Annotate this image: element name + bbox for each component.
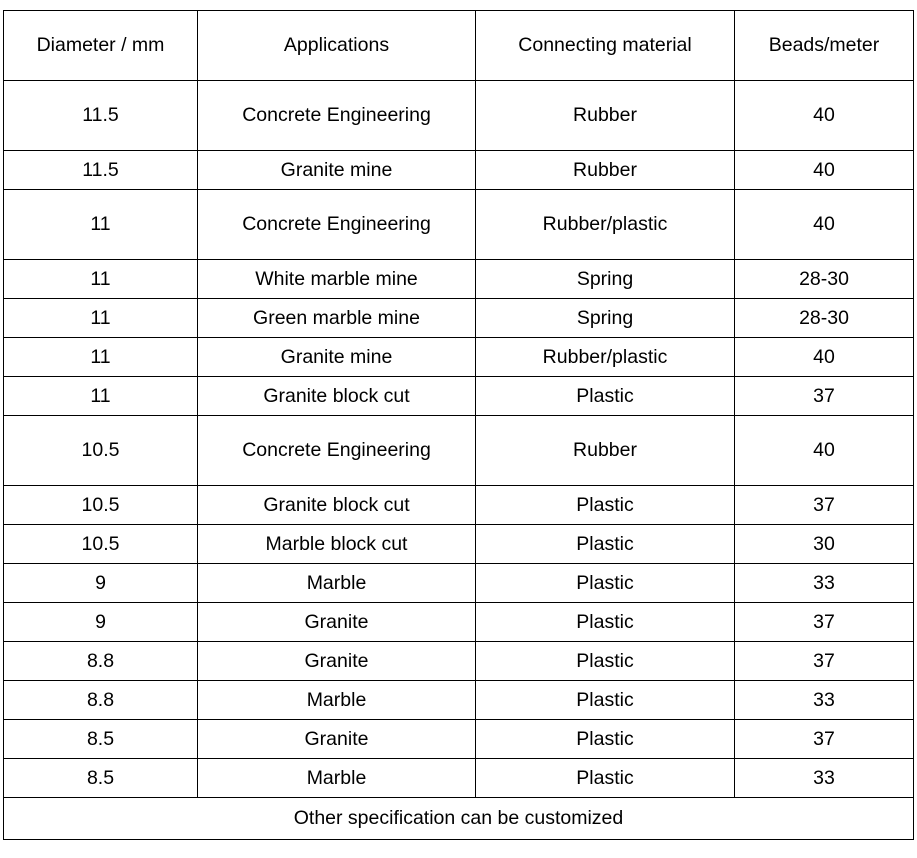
cell-application: White marble mine [198,260,476,299]
cell-beads-per-meter: 40 [735,416,914,486]
header-connecting-material: Connecting material [476,11,735,81]
table-row [4,603,914,642]
cell-diameter: 8.8 [4,681,198,720]
cell-connecting-material: Plastic [476,525,735,564]
cell-diameter: 11.5 [4,81,198,151]
cell-diameter: 11 [4,377,198,416]
cell-beads-per-meter: 30 [735,525,914,564]
header-beads-per-meter: Beads/meter [735,11,914,81]
table-row [4,681,914,720]
table-body [4,81,914,798]
cell-beads-per-meter: 37 [735,720,914,759]
cell-diameter: 11 [4,260,198,299]
header-diameter: Diameter / mm [4,11,198,81]
cell-application: Marble block cut [198,525,476,564]
cell-diameter: 8.5 [4,720,198,759]
cell-application: Granite block cut [198,377,476,416]
cell-application: Granite [198,642,476,681]
cell-diameter: 11.5 [4,151,198,190]
table-row [4,642,914,681]
cell-connecting-material: Rubber/plastic [476,338,735,377]
cell-application: Concrete Engineering [198,416,476,486]
cell-connecting-material: Rubber/plastic [476,190,735,260]
cell-application: Green marble mine [198,299,476,338]
cell-connecting-material: Plastic [476,486,735,525]
specification-table [3,10,914,840]
cell-connecting-material: Plastic [476,681,735,720]
cell-connecting-material: Rubber [476,151,735,190]
cell-application: Granite [198,720,476,759]
header-applications: Applications [198,11,476,81]
cell-connecting-material: Plastic [476,603,735,642]
table-row [4,260,914,299]
cell-connecting-material: Rubber [476,81,735,151]
cell-connecting-material: Rubber [476,416,735,486]
cell-diameter: 11 [4,299,198,338]
cell-beads-per-meter: 37 [735,486,914,525]
table-row [4,299,914,338]
cell-beads-per-meter: 33 [735,564,914,603]
cell-connecting-material: Spring [476,299,735,338]
cell-application: Granite block cut [198,486,476,525]
cell-diameter: 8.5 [4,759,198,798]
cell-application: Marble [198,681,476,720]
cell-application: Granite [198,603,476,642]
cell-diameter: 8.8 [4,642,198,681]
cell-connecting-material: Plastic [476,720,735,759]
cell-beads-per-meter: 33 [735,681,914,720]
table-row [4,338,914,377]
cell-diameter: 9 [4,564,198,603]
cell-application: Concrete Engineering [198,190,476,260]
table-row [4,759,914,798]
cell-application: Granite mine [198,338,476,377]
cell-diameter: 11 [4,338,198,377]
cell-beads-per-meter: 28-30 [735,260,914,299]
cell-beads-per-meter: 28-30 [735,299,914,338]
cell-diameter: 10.5 [4,416,198,486]
cell-beads-per-meter: 37 [735,642,914,681]
cell-connecting-material: Plastic [476,759,735,798]
cell-beads-per-meter: 40 [735,190,914,260]
table-row [4,525,914,564]
cell-beads-per-meter: 40 [735,81,914,151]
table-row [4,564,914,603]
table-row [4,190,914,260]
cell-application: Marble [198,759,476,798]
cell-application: Concrete Engineering [198,81,476,151]
table-row [4,151,914,190]
table-footer-row [4,798,914,840]
cell-beads-per-meter: 33 [735,759,914,798]
table-row [4,486,914,525]
cell-connecting-material: Plastic [476,642,735,681]
table-row [4,720,914,759]
cell-diameter: 10.5 [4,486,198,525]
table-row [4,416,914,486]
cell-beads-per-meter: 40 [735,338,914,377]
footer-note: Other specification can be customized [4,798,914,840]
cell-application: Granite mine [198,151,476,190]
cell-connecting-material: Plastic [476,564,735,603]
cell-beads-per-meter: 37 [735,603,914,642]
cell-connecting-material: Plastic [476,377,735,416]
cell-diameter: 10.5 [4,525,198,564]
cell-connecting-material: Spring [476,260,735,299]
table-row [4,377,914,416]
table-row [4,81,914,151]
cell-diameter: 11 [4,190,198,260]
cell-diameter: 9 [4,603,198,642]
cell-beads-per-meter: 37 [735,377,914,416]
cell-beads-per-meter: 40 [735,151,914,190]
table-header-row [4,11,914,81]
cell-application: Marble [198,564,476,603]
